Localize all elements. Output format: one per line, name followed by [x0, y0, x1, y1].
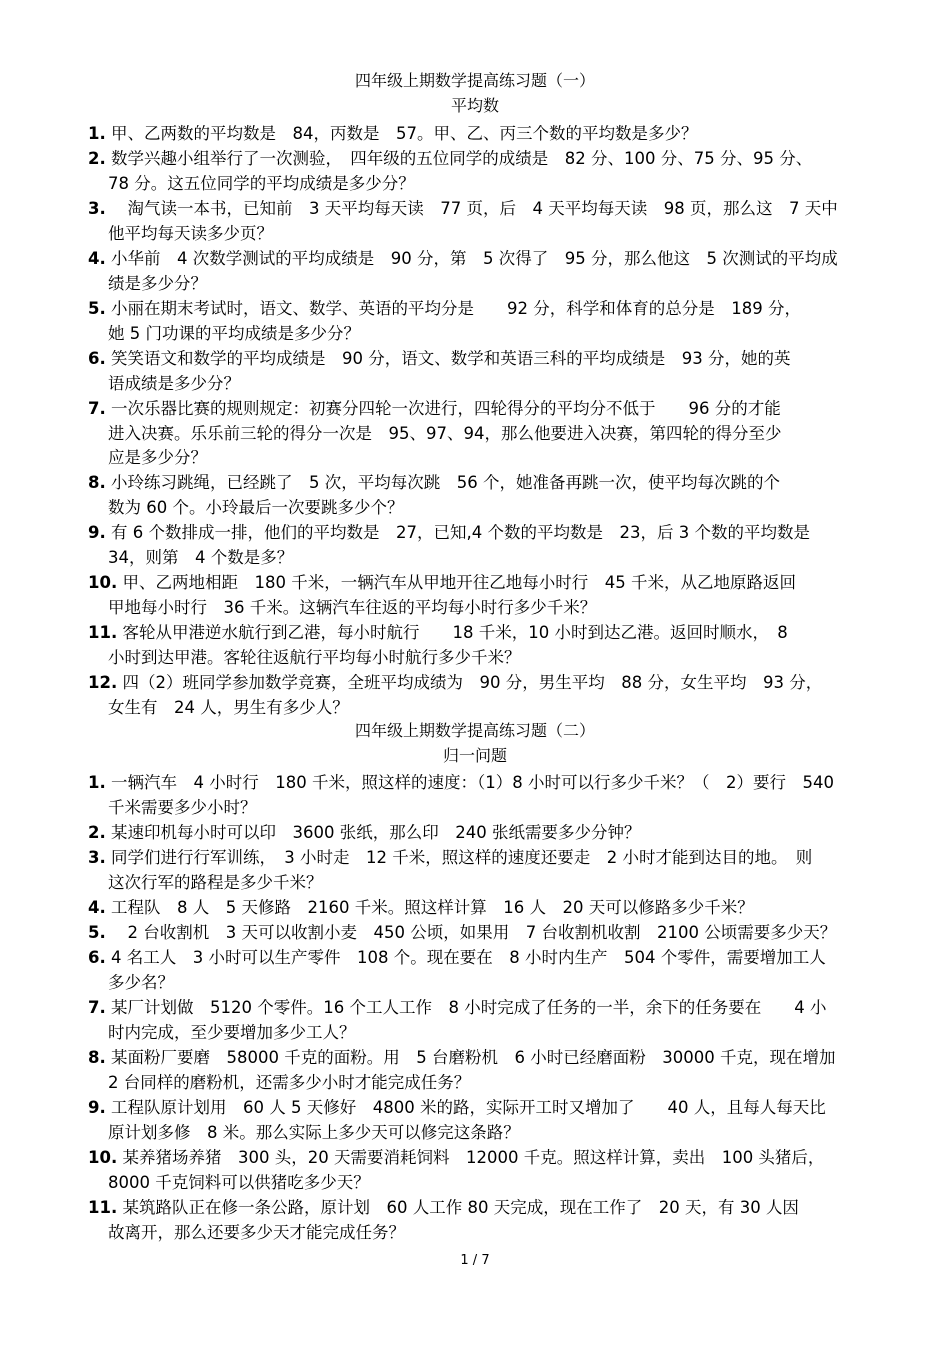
question-number: 9. — [88, 523, 106, 542]
question-text-continued: 语成绩是多少分？ — [108, 373, 240, 393]
question-number: 4. — [88, 249, 106, 268]
question-item — [88, 147, 863, 196]
question-text: 小丽在期末考试时，语文、数学、英语的平均分是 92 分，科学和体育的总分是 189 分， — [111, 299, 801, 318]
question-text-continued: 女生有 24 人，男生有多少人？ — [108, 697, 349, 717]
question-text-continued: 他平均每天读多少页？ — [108, 223, 273, 243]
question-text: 某面粉厂要磨 58000 千克的面粉。用 5 台磨粉机 6 小时已经磨面粉 30000 千克，现在增加 — [111, 1048, 836, 1067]
question-item — [88, 471, 863, 520]
question-number: 8. — [88, 473, 106, 492]
question-number: 1. — [88, 124, 106, 143]
question-item — [88, 521, 863, 570]
question-number: 7. — [88, 998, 106, 1017]
page-number: 1 / 7 — [460, 1253, 490, 1268]
question-number: 2. — [88, 149, 106, 168]
question-number: 6. — [88, 349, 106, 368]
question-text: 同学们进行行军训练， 3 小时走 12 千米，照这样的速度还要走 2 小时才能到达目的地。 则 — [111, 848, 813, 867]
question-number: 5. — [88, 923, 106, 942]
section2-title: 四年级上期数学提高练习题（二） — [354, 721, 595, 740]
question-text: 某筑路队正在修一条公路，原计划 60 人工作 80 天完成，现在工作了 20 天，有 30 人因 — [122, 1198, 799, 1217]
question-text-continued: 这次行军的路程是多少千米？ — [108, 872, 323, 892]
question-item — [88, 571, 863, 620]
question-text: 某速印机每小时可以印 3600 张纸，那么印 240 张纸需要多少分钟？ — [111, 823, 641, 842]
question-text-continued: 34，则第 4 个数是多？ — [108, 547, 294, 567]
question-text: 2 台收割机 3 天可以收割小麦 450 公顷，如果用 7 台收割机收割 2100 公顷需要多少天？ — [111, 923, 837, 942]
question-text-continued: 她 5 门功课的平均成绩是多少分？ — [108, 323, 360, 343]
question-text: 有 6 个数排成一排，他们的平均数是 27，已知,4 个数的平均数是 23，后 3 个数的平均数是 — [111, 523, 810, 542]
question-number: 11. — [88, 623, 118, 642]
question-text-continued: 进入决赛。乐乐前三轮的得分一次是 95、97、94，那么他要进入决赛，第四轮的得分至少 — [108, 423, 782, 443]
question-item — [88, 946, 863, 995]
question-number: 8. — [88, 1048, 106, 1067]
question-number: 2. — [88, 823, 106, 842]
question-item — [88, 1146, 863, 1195]
question-text: 一辆汽车 4 小时行 180 千米，照这样的速度：（1）8 小时可以行多少千米？（ 2）要行 540 — [111, 773, 834, 792]
question-text: 某厂计划做 5120 个零件。16 个工人工作 8 小时完成了任务的一半，余下的任务要在 4 小 — [111, 998, 827, 1017]
question-text-continued: 数为 60 个。小玲最后一次要跳多少个？ — [108, 497, 404, 517]
question-item — [88, 771, 863, 820]
question-text: 小华前 4 次数学测试的平均成绩是 90 分，第 5 次得了 95 分，那么他这 5 次测试的平均成 — [111, 249, 838, 268]
question-text: 一次乐器比赛的规则规定：初赛分四轮一次进行，四轮得分的平均分不低于 96 分的才能 — [111, 399, 781, 418]
question-item — [88, 621, 863, 670]
question-text: 客轮从甲港逆水航行到乙港，每小时航行 18 千米，10 小时到达乙港。返回时顺水， 8 — [122, 623, 788, 642]
question-number: 1. — [88, 773, 106, 792]
question-text: 小玲练习跳绳，已经跳了 5 次，平均每次跳 56 个，她准备再跳一次，使平均每次跳的个 — [111, 473, 780, 492]
question-text: 四（2）班同学参加数学竞赛，全班平均成绩为 90 分，男生平均 88 分，女生平均 93 分， — [122, 673, 823, 692]
question-item — [88, 821, 863, 846]
question-number: 3. — [88, 199, 106, 218]
question-number: 4. — [88, 898, 106, 917]
question-text-continued: 78 分。这五位同学的平均成绩是多少分？ — [108, 173, 415, 193]
question-text-continued: 时内完成，至少要增加多少工人？ — [108, 1022, 356, 1042]
question-number: 5. — [88, 299, 106, 318]
question-number: 12. — [88, 673, 118, 692]
question-item — [88, 297, 863, 346]
question-text: 工程队原计划用 60 人 5 天修好 4800 米的路，实际开工时又增加了 40 人，且每人每天比 — [111, 1098, 826, 1117]
question-number: 7. — [88, 399, 106, 418]
question-item — [88, 921, 863, 946]
question-text-continued: 8000 千克饲料可以供猪吃多少天？ — [108, 1172, 370, 1192]
question-number: 10. — [88, 1148, 118, 1167]
question-number: 9. — [88, 1098, 106, 1117]
question-item — [88, 122, 863, 147]
question-text-continued: 原计划多修 8 米。那么实际上多少天可以修完这条路？ — [108, 1122, 520, 1142]
question-item — [88, 347, 863, 396]
question-item — [88, 996, 863, 1045]
question-text: 甲、乙两数的平均数是 84，丙数是 57。甲、乙、丙三个数的平均数是多少？ — [111, 124, 698, 143]
question-item — [88, 197, 863, 246]
question-text-continued: 应是多少分？ — [108, 448, 207, 467]
question-item — [88, 1096, 863, 1145]
question-text: 笑笑语文和数学的平均成绩是 90 分，语文、数学和英语三科的平均成绩是 93 分，她的英 — [111, 349, 791, 368]
question-text: 甲、乙两地相距 180 千米，一辆汽车从甲地开往乙地每小时行 45 千米，从乙地原路返回 — [122, 573, 796, 592]
question-text: 某养猪场养猪 300 头，20 天需要消耗饲料 12000 千克。照这样计算，卖出 100 头猪后， — [122, 1148, 825, 1167]
question-text-continued: 多少名？ — [108, 972, 174, 992]
question-text: 4 名工人 3 小时可以生产零件 108 个。现在要在 8 小时内生产 504 个零件，需要增加工人 — [111, 948, 826, 967]
question-text-continued: 甲地每小时行 36 千米。这辆汽车往返的平均每小时行多少千米？ — [108, 597, 597, 617]
question-number: 6. — [88, 948, 106, 967]
question-text-continued: 千米需要多少小时？ — [108, 797, 257, 817]
question-item — [88, 397, 863, 471]
section1-title: 四年级上期数学提高练习题（一） — [354, 71, 595, 90]
question-item — [88, 247, 863, 296]
question-item — [88, 846, 863, 895]
question-item — [88, 671, 863, 720]
question-item — [88, 896, 863, 921]
question-number: 10. — [88, 573, 118, 592]
question-text-continued: 小时到达甲港。客轮往返航行平均每小时航行多少千米？ — [108, 647, 521, 667]
question-text-continued: 绩是多少分？ — [108, 273, 207, 293]
question-item — [88, 1196, 863, 1245]
section2-subtitle: 归一问题 — [442, 746, 507, 765]
question-number: 3. — [88, 848, 106, 867]
question-text-continued: 2 台同样的磨粉机，还需多少小时才能完成任务？ — [108, 1072, 471, 1092]
question-text-continued: 故离开，那么还要多少天才能完成任务？ — [108, 1222, 405, 1242]
question-text: 数学兴趣小组举行了一次测验， 四年级的五位同学的成绩是 82 分、100 分、75 分、95 分、 — [111, 149, 813, 168]
question-text: 淘气读一本书，已知前 3 天平均每天读 77 页，后 4 天平均每天读 98 页，那么这 7 天中 — [111, 199, 838, 218]
question-text: 工程队 8 人 5 天修路 2160 千米。照这样计算 16 人 20 天可以修路多少千米？ — [111, 898, 754, 917]
question-item — [88, 1046, 863, 1095]
question-number: 11. — [88, 1198, 118, 1217]
section1-subtitle: 平均数 — [450, 96, 499, 115]
